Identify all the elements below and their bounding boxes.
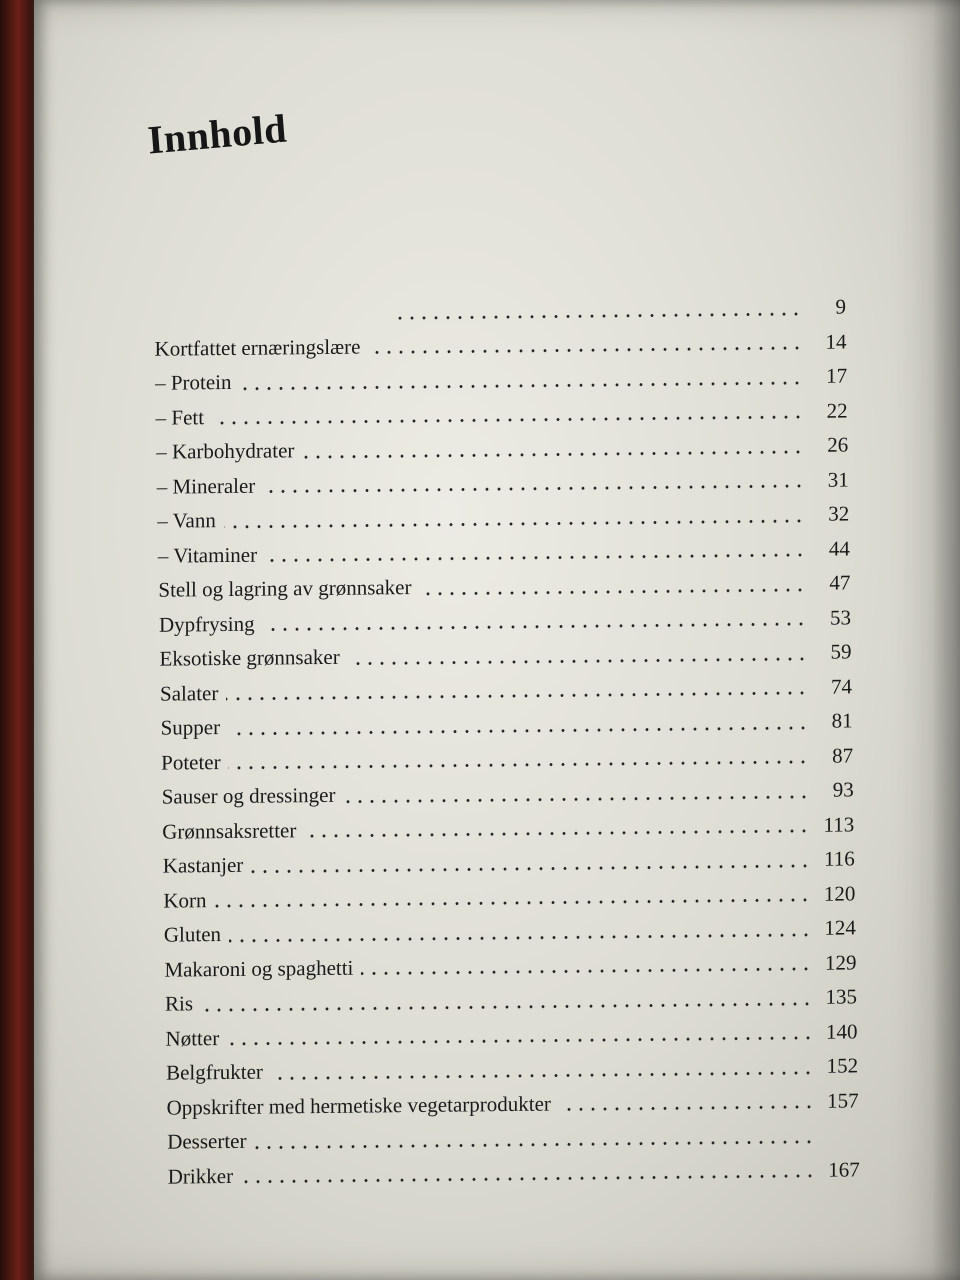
toc-dot-leader xyxy=(559,1105,815,1112)
toc-dot-leader xyxy=(212,415,804,425)
toc-entry-page-number: 135 xyxy=(825,984,857,1009)
toc-entry-page-number: 59 xyxy=(830,639,852,664)
toc-dot-leader xyxy=(265,553,806,563)
toc-entry-page-number: 81 xyxy=(831,708,853,733)
toc-entry-page-number: 87 xyxy=(832,742,854,768)
toc-entry-label: – Karbohydrater xyxy=(156,438,295,464)
toc-entry-page-number: 116 xyxy=(824,846,855,871)
toc-entry-page-number: 74 xyxy=(831,673,853,699)
book-cover-edge xyxy=(0,0,30,1280)
toc-dot-leader xyxy=(302,449,804,458)
toc-entry-page-number: 120 xyxy=(823,880,856,906)
toc-dot-leader xyxy=(239,380,803,390)
toc-entry-label: Eksotiske grønnsaker xyxy=(159,644,340,671)
toc-entry-label: Kortfattet ernæringslære xyxy=(154,334,361,361)
toc-entry-page-number: 26 xyxy=(827,432,849,457)
toc-entry-label: Dypfrysing xyxy=(158,611,255,637)
toc-entry-page-number: 31 xyxy=(827,466,849,492)
toc-dot-leader xyxy=(304,829,810,838)
toc-entry-page-number: 44 xyxy=(828,535,850,561)
toc-entry-label: Desserter xyxy=(167,1128,247,1154)
toc-entry-page-number: 129 xyxy=(824,949,857,975)
toc-entry-page-number: 124 xyxy=(824,915,856,940)
toc-dot-leader xyxy=(344,794,810,803)
toc-dot-leader xyxy=(394,311,802,319)
toc-dot-leader xyxy=(264,484,805,494)
toc-entry-label: Ris xyxy=(165,991,194,1016)
toc-entry-label: Stell og lagring av grønnsaker xyxy=(158,575,412,602)
toc-dot-leader xyxy=(228,760,809,770)
toc-entry-page-number: 53 xyxy=(829,604,851,630)
toc-entry-label: – Fett xyxy=(155,404,205,430)
toc-entry-page-number: 47 xyxy=(829,570,851,595)
toc-entry-label: – Mineraler xyxy=(156,473,256,499)
toc-entry-label: Korn xyxy=(163,887,207,913)
toc-entry-label: Sauser og dressinger xyxy=(161,782,336,809)
toc-entry-page-number: 167 xyxy=(828,1156,860,1182)
toc-entry-page-number: 140 xyxy=(826,1018,858,1044)
page-title: Innhold xyxy=(146,105,289,163)
toc-entry-page-number: 9 xyxy=(835,294,846,319)
toc-entry-label: Gluten xyxy=(163,922,222,947)
toc-dot-leader xyxy=(226,691,808,701)
toc-entry-page-number: 93 xyxy=(832,777,854,802)
toc-entry-page-number: 152 xyxy=(826,1053,859,1078)
toc-entry-page-number: 17 xyxy=(826,363,848,388)
toc-dot-leader xyxy=(229,932,812,942)
toc-entry-label: Belgfrukter xyxy=(166,1059,263,1085)
toc-entry-label: Drikker xyxy=(167,1163,234,1189)
book-page xyxy=(34,0,960,1280)
toc-entry-page-number: 113 xyxy=(823,811,855,837)
toc-entry-page-number: 32 xyxy=(828,501,850,526)
toc-entry-label: – Protein xyxy=(155,369,232,395)
toc-entry-label: Supper xyxy=(160,715,221,740)
toc-dot-leader xyxy=(229,725,809,735)
toc-entry-label: Makaroni og spaghetti xyxy=(164,955,354,982)
toc-entry-page-number: 14 xyxy=(825,328,847,354)
toc-dot-leader xyxy=(228,1036,814,1046)
toc-entry-label: Oppskrifter med hermetiske vegetarprodukter xyxy=(166,1091,551,1120)
toc-entry-label: Poteter xyxy=(161,749,221,775)
toc-entry xyxy=(168,1152,860,1194)
toc-dot-leader xyxy=(201,1001,813,1011)
toc-dot-leader xyxy=(369,346,803,355)
toc-entry-label: Grønnsaksretter xyxy=(162,817,297,844)
toc-dot-leader xyxy=(251,863,811,873)
toc-dot-leader xyxy=(224,518,805,528)
table-of-contents xyxy=(154,289,860,1193)
toc-entry-page-number: 22 xyxy=(826,397,848,423)
toc-dot-leader xyxy=(241,1174,816,1184)
toc-dot-leader xyxy=(361,967,812,976)
toc-dot-leader xyxy=(271,1070,814,1080)
toc-entry-label: Salater xyxy=(160,680,219,706)
toc-dot-leader xyxy=(254,1139,815,1149)
toc-entry-page-number: 157 xyxy=(827,1087,859,1113)
page-content xyxy=(34,0,960,1280)
toc-dot-leader xyxy=(214,898,811,908)
toc-dot-leader xyxy=(419,587,806,595)
toc-entry-label: – Vitaminer xyxy=(157,542,258,568)
toc-dot-leader xyxy=(263,622,807,632)
toc-entry-label: – Vann xyxy=(157,508,216,533)
toc-dot-leader xyxy=(348,656,808,665)
toc-entry-label: Nøtter xyxy=(165,1025,220,1051)
toc-entry-label: Kastanjer xyxy=(162,852,244,878)
